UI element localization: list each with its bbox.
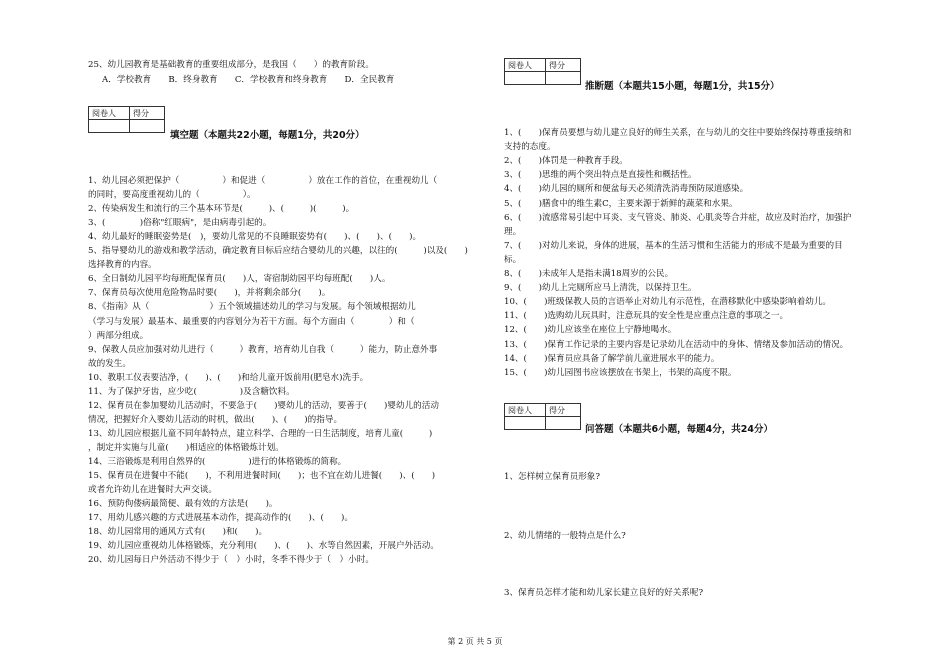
question-line: 10、( )班级保教人员的言语举止对幼儿有示范性，在潜移默化中感染影响着幼儿。 (504, 297, 832, 308)
question-25: 25、幼儿园教育是基础教育的重要组成部分，是我国（ ）的教育阶段。 (88, 60, 374, 70)
question-line: 12、( )幼儿应该坐在座位上宁静地喝水。 (504, 325, 677, 336)
reviewer-label: 阅卷人 (89, 107, 130, 120)
question-line: 8、《指南》从（ ）五个领域描述幼儿的学习与发展。每个领域根据幼儿 (88, 302, 416, 313)
question-line: 16、预防佝偻病最简便、最有效的方法是( )。 (88, 499, 278, 510)
question-line: 4、幼儿最好的睡眠姿势是( )，要幼儿常见的不良睡眠姿势有( )、( )、( )。 (88, 232, 422, 243)
question-line: 11、( )选购幼儿玩具时，注意玩具的安全性是应重点注意的事项之一。 (504, 311, 789, 322)
question-line: （学习与发展）最基本、最重要的内容划分为若干方面。每个方面由（ ）和（ (88, 316, 441, 327)
question-line: 6、全日制幼儿园平均每班配保育员( )人，寄宿制幼园平均每班配( )人。 (88, 274, 391, 285)
question-line: 理。 (504, 226, 522, 237)
question-line: 17、用幼儿感兴趣的方式进展基本动作，提高动作的( )、( )。 (88, 513, 353, 524)
question-line: 13、幼儿园应根据儿童不同年龄特点，建立科学、合理的一日生活制度，培育儿童( ) (88, 428, 433, 439)
question-line: 5、( )膳食中的维生素C，主要来源于新鲜的蔬菜和水果。 (504, 198, 738, 209)
question-line: 13、( )保育工作记录的主要内容是记录幼儿在活动中的身体、情绪及参加活动的情况。 (504, 339, 849, 350)
qa-section-title: 问答题（本题共6小题，每题4分，共24分） (585, 424, 773, 435)
reviewer-cell[interactable] (505, 417, 546, 430)
question-line: 4、( )幼儿园的厕所和便盆每天必须清洗消毒预防尿道感染。 (504, 184, 749, 195)
score-box-judge (504, 58, 581, 85)
question-line: ）两部分组成。 (88, 330, 149, 341)
question-line: 情况，把握好介入婴幼儿活动的时机，做出( )、( )的指导。 (88, 414, 343, 425)
question-line: 15、( )幼儿园图书应该摆放在书架上，书架的高度不限。 (504, 367, 737, 378)
question-line: 7、( )对幼儿来说，身体的进展，基本的生活习惯和生活能力的形成不是最为重要的目 (504, 240, 843, 251)
reviewer-label: 阅卷人 (505, 59, 546, 72)
question-line: 支持的态度。 (504, 142, 556, 153)
score-cell[interactable] (130, 120, 165, 133)
score-label: 得分 (130, 107, 165, 120)
score-box-fill (88, 106, 165, 133)
question-line: 3、( )俗称"红眼病"，是由病毒引起的。 (88, 218, 272, 229)
qa-question-1: 1、怎样树立保育员形象? (504, 472, 601, 482)
question-line: 5、指导婴幼儿的游戏和教学活动，确定教育目标后应结合婴幼儿的兴趣，以往的( )以及( ) (88, 246, 468, 257)
score-cell[interactable] (546, 72, 581, 85)
question-line: 9、保教人员应加强对幼儿进行（ ）教育，培育幼儿自我（ ）能力，防止意外事 (88, 344, 438, 355)
question-25-options: A．学校教育 B．终身教育 C．学校教育和终身教育 D．全民教育 (102, 75, 395, 85)
question-line: 18、幼儿园常用的通风方式有( )和( )。 (88, 527, 268, 538)
question-line: 11、为了保护牙齿，应少吃( )及含糖饮料。 (88, 386, 295, 397)
question-line: 14、三浴锻炼是利用自然界的( )进行的体格锻炼的简称。 (88, 457, 347, 467)
question-line: 20、幼儿园每日户外活动不得少于（ ）小时，冬季不得少于（ ）小时。 (88, 555, 374, 566)
question-line: 10、教职工仪表要洁净，( )、( )和给儿童开饭前用(肥皂水)洗手。 (88, 372, 369, 383)
score-box-qa (504, 403, 581, 430)
score-cell[interactable] (546, 417, 581, 430)
page-footer: 第 2 页 共 5 页 (447, 637, 503, 646)
score-label: 得分 (546, 404, 581, 417)
question-line: 6、( )流感常易引起中耳炎、支气管炎、肺炎、心肌炎等合并症，故应及时治疗，加强护 (504, 212, 852, 223)
question-line: 14、( )保育员应具备了解学前儿童进展水平的能力。 (504, 353, 720, 364)
question-line: 7、保育员每次使用危险物品时要( )，并将剩余部分( )。 (88, 288, 331, 299)
reviewer-cell[interactable] (505, 72, 546, 85)
question-line: 2、( )体罚是一种教育手段。 (504, 156, 628, 167)
question-line: 9、( )幼儿上完厕所应马上清洗，以保持卫生。 (504, 283, 697, 294)
question-line: 选择教育的内容。 (88, 260, 157, 271)
question-line: 或者允许幼儿在进餐时大声交谈。 (88, 485, 217, 496)
question-line: 3、( )思维的两个突出特点是直接性和概括性。 (504, 170, 697, 181)
question-line: 1、幼儿园必须把保护（ ）和促进（ ）放在工作的首位，在重视幼儿（ (88, 176, 464, 186)
qa-question-2: 2、幼儿情绪的一般特点是什么? (504, 531, 626, 541)
question-line: 19、幼儿园应重视幼儿体格锻炼，充分利用( )、( )、水等自然因素，开展户外活动。 (88, 541, 439, 552)
score-label: 得分 (546, 59, 581, 72)
qa-question-3: 3、保育员怎样才能和幼儿家长建立良好的好关系呢? (504, 588, 704, 598)
question-line: 12、保育员在参加婴幼儿活动时，不要急于( )婴幼儿的活动，要善于( )婴幼儿的活动 (88, 400, 439, 411)
question-line: 故的发生。 (88, 358, 131, 369)
question-line: 8、( )未成年人是指未满18周岁的公民。 (504, 269, 674, 279)
question-line: 的同时，要高度重视幼儿的（ ）。 (88, 190, 256, 201)
question-line: 标。 (504, 254, 522, 265)
question-line: ，制定并实施与儿童( )相适应的体格锻炼计划。 (88, 442, 284, 453)
reviewer-label: 阅卷人 (505, 404, 546, 417)
reviewer-cell[interactable] (89, 120, 130, 133)
judge-section-title: 推断题（本题共15小题，每题1分，共15分） (585, 81, 780, 92)
question-line: 1、( )保育员要想与幼儿建立良好的师生关系，在与幼儿的交往中要始终保持尊重接纳和 (504, 128, 852, 138)
fill-section-title: 填空题（本题共22小题，每题1分，共20分） (170, 130, 365, 141)
question-line: 15、保育员在进餐中不能( )，不利用进餐时间( )；也不宜在幼儿进餐( )、( ) (88, 471, 436, 482)
question-line: 2、传染病发生和流行的三个基本环节是( )、( )( )。 (88, 204, 355, 215)
